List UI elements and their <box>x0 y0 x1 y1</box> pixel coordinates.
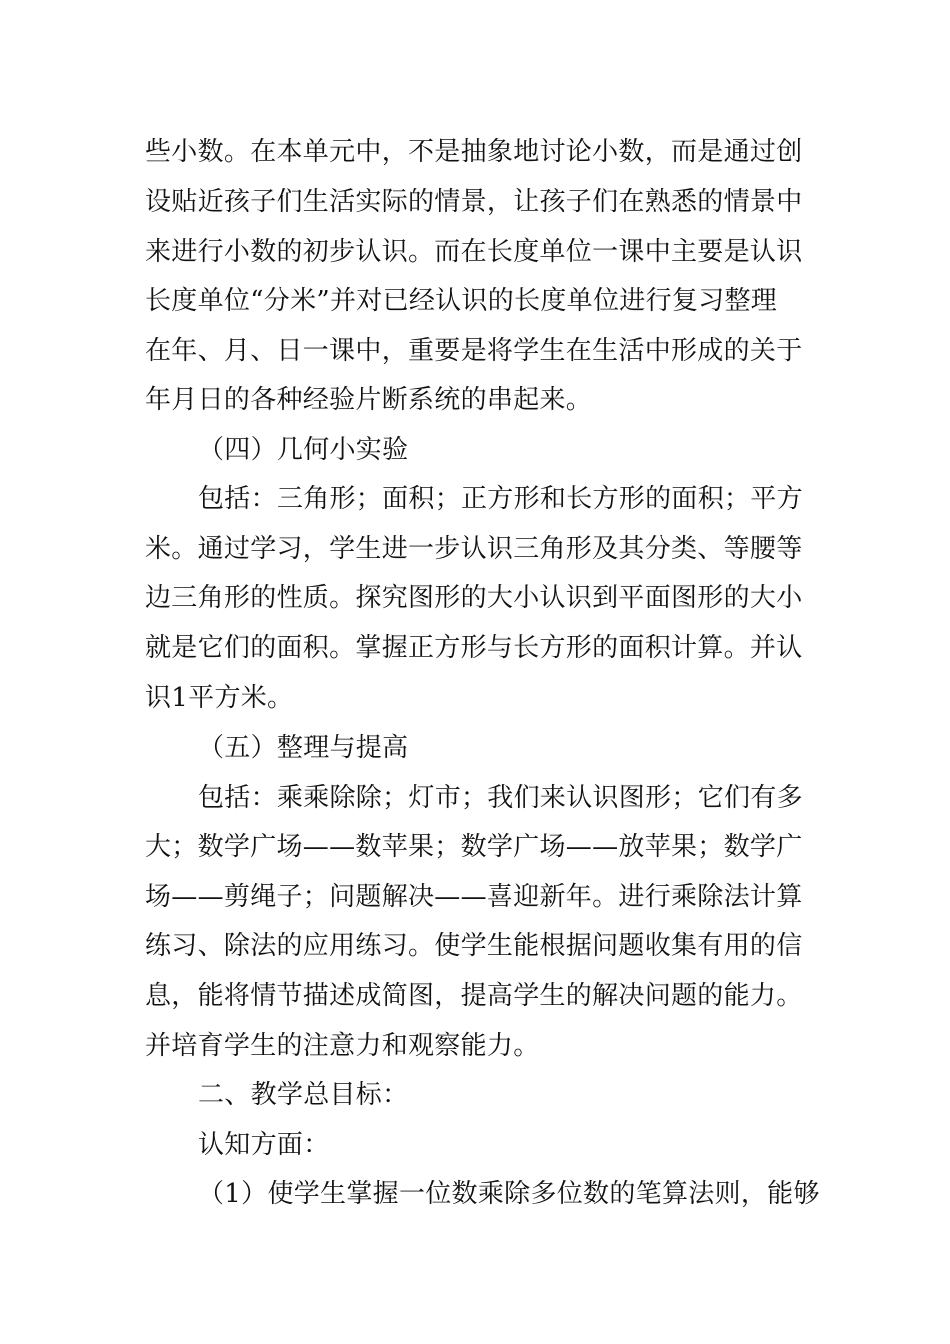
text-line: 边三角形的性质。探究图形的大小认识到平面图形的大小 <box>145 583 803 613</box>
text-line: 些小数。在本单元中，不是抽象地讨论小数，而是通过创 <box>145 137 803 167</box>
section-heading: （五）整理与提高 <box>198 733 409 763</box>
text-line: 场——剪绳子；问题解决——喜迎新年。进行乘除法计算 <box>145 882 803 912</box>
text-line: 包括：乘乘除除；灯市；我们来认识图形；它们有多 <box>198 783 803 813</box>
text-line: 年月日的各种经验片断系统的串起来。 <box>145 385 593 415</box>
text-line: 在年、月、日一课中，重要是将学生在生活中形成的关于 <box>145 336 803 366</box>
text-line: （1）使学生掌握一位数乘除多位数的笔算法则，能够 <box>198 1179 820 1209</box>
text-line: 练习、除法的应用练习。使学生能根据问题收集有用的信 <box>145 931 803 961</box>
sub-heading: 认知方面： <box>198 1130 330 1160</box>
text-line: 长度单位“分米”并对已经认识的长度单位进行复习整理 <box>145 286 778 316</box>
section-heading: （四）几何小实验 <box>198 435 409 465</box>
text-line: 识1平方米。 <box>145 683 294 713</box>
text-line: 来进行小数的初步认识。而在长度单位一课中主要是认识 <box>145 237 803 267</box>
text-line: 米。通过学习，学生进一步认识三角形及其分类、等腰等 <box>145 534 803 564</box>
text-line: 并培育学生的注意力和观察能力。 <box>145 1031 540 1061</box>
text-line: 包括：三角形；面积；正方形和长方形的面积；平方 <box>198 484 803 514</box>
text-line: 息，能将情节描述成简图，提高学生的解决问题的能力。 <box>145 981 803 1011</box>
section-heading: 二、教学总目标： <box>198 1080 409 1110</box>
text-line: 大；数学广场——数苹果；数学广场——放苹果；数学广 <box>145 832 803 862</box>
text-line: 设贴近孩子们生活实际的情景，让孩子们在熟悉的情景中 <box>145 187 803 217</box>
text-line: 就是它们的面积。掌握正方形与长方形的面积计算。并认 <box>145 633 803 663</box>
